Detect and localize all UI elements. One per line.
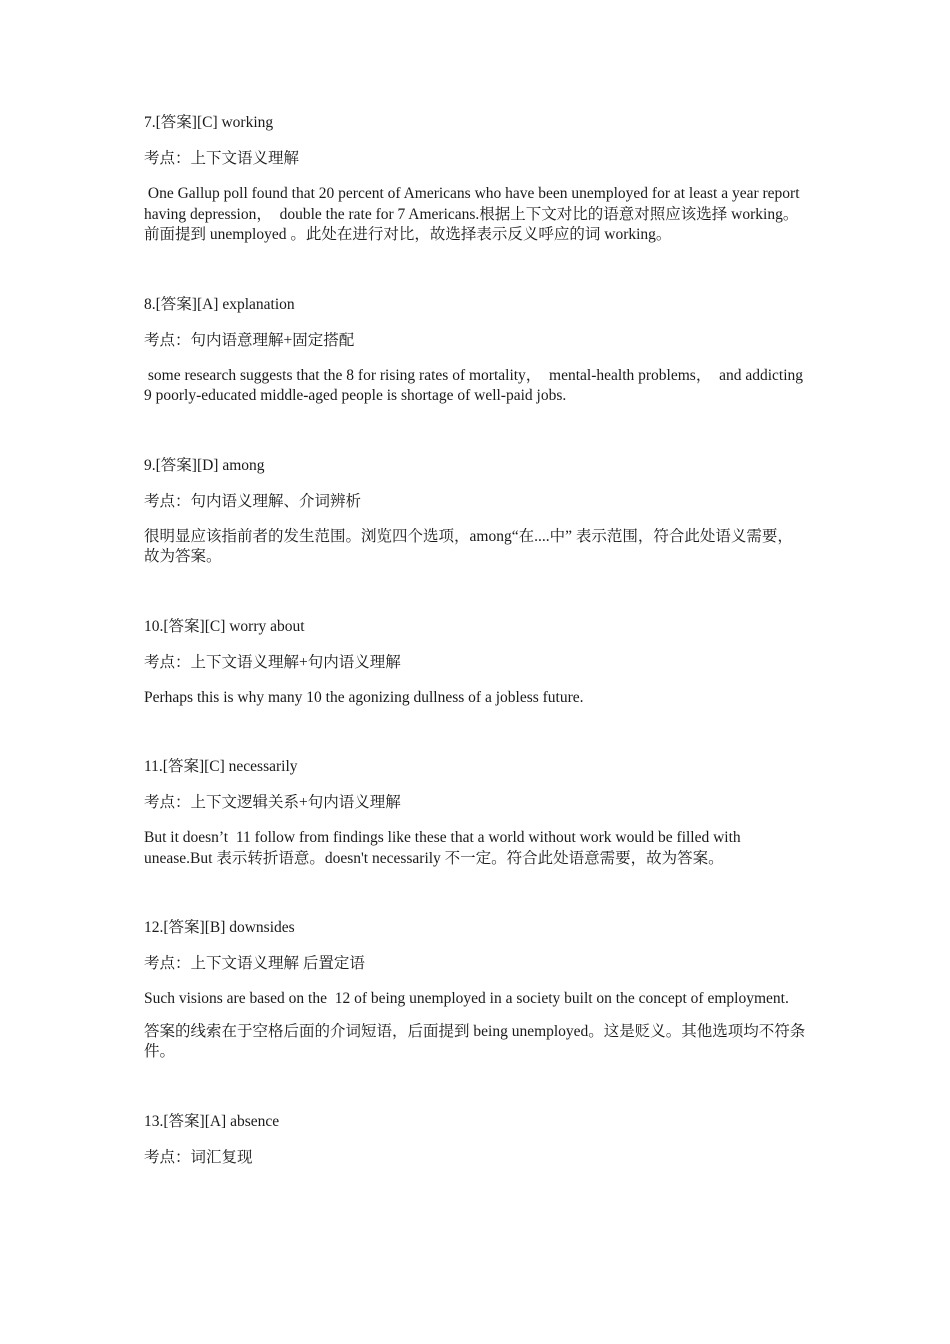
section-spacer xyxy=(144,720,808,756)
section-spacer xyxy=(144,419,808,455)
explanation-paragraph: One Gallup poll found that 20 percent of Americans who have been unemployed for at least a year report having depression， double the rate for 7 Americans.根据上下文对比的语意对照应该选择 working。前面提到 unemployed 。此处在进行对比，故选择表示反义呼应的词 working。 xyxy=(144,185,804,243)
answer-heading: 8.[答案][A] explanation xyxy=(144,295,295,313)
section-spacer xyxy=(144,881,808,917)
section-spacer xyxy=(144,580,808,616)
context-sentence: Such visions are based on the 12 of being unemployed in a society built on the concept of employment. xyxy=(144,990,789,1007)
section-spacer xyxy=(144,258,808,294)
explanation-paragraph: But it doesn’t 11 follow from findings like these that a world without work would be filled with unease.But 表示转折语意。doesn't necessarily 不一定。符合此处语意需要，故为答案。 xyxy=(144,829,745,867)
test-point: 考点：上下文逻辑关系+句内语义理解 xyxy=(144,794,401,811)
test-point: 考点：句内语意理解+固定搭配 xyxy=(144,331,355,349)
answer-heading: 7.[答案][C] working xyxy=(144,114,274,131)
answer-item-7 xyxy=(144,112,808,294)
answer-heading: 9.[答案][D] among xyxy=(144,456,265,474)
section-spacer xyxy=(144,1075,808,1111)
answer-item-12 xyxy=(144,917,808,1111)
explanation-paragraph: 答案的线索在于空格后面的介词短语，后面提到 being unemployed。这是贬义。其他选项均不符条件。 xyxy=(144,1022,806,1060)
test-point: 考点：上下文语义理解 xyxy=(144,150,300,167)
explanation-paragraph: 很明显应该指前者的发生范围。浏览四个选项，among“在....中” 表示范围，符合此处语义需要，故为答案。 xyxy=(144,527,793,565)
answer-heading: 12.[答案][B] downsides xyxy=(144,919,295,936)
answer-item-8 xyxy=(144,294,808,455)
explanation-paragraph: some research suggests that the 8 for rising rates of mortality， mental-health problems， and addicting 9 poorly-educated middle-aged people is shortage of well-paid jobs. xyxy=(144,366,807,404)
test-point: 考点：上下文语义理解+句内语义理解 xyxy=(144,653,401,671)
explanation-paragraph: Perhaps this is why many 10 the agonizing dullness of a jobless future. xyxy=(144,688,584,706)
answer-item-10 xyxy=(144,616,808,757)
answer-heading: 13.[答案][A] absence xyxy=(144,1112,280,1130)
answer-heading: 10.[答案][C] worry about xyxy=(144,617,305,635)
answer-item-13 xyxy=(144,1111,808,1169)
document-page xyxy=(144,112,808,1183)
test-point: 考点：词汇复现 xyxy=(144,1148,253,1166)
answer-heading: 11.[答案][C] necessarily xyxy=(144,758,298,775)
answer-item-11 xyxy=(144,756,808,917)
test-point: 考点：句内语义理解、介词辨析 xyxy=(144,492,362,510)
test-point: 考点：上下文语义理解 后置定语 xyxy=(144,955,365,972)
answer-item-9 xyxy=(144,455,808,616)
